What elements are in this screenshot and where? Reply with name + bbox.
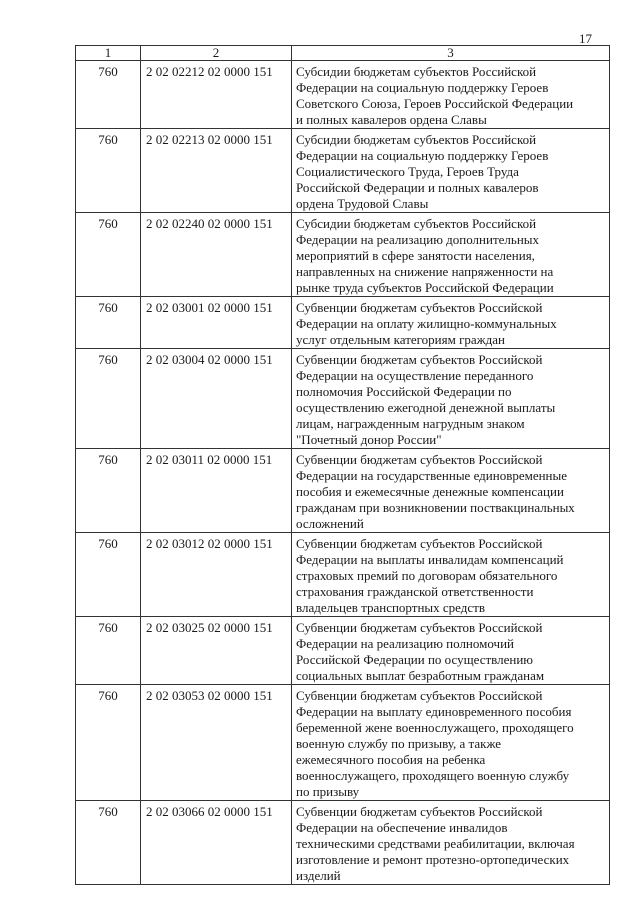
table-header-row — [76, 46, 610, 61]
income-code-cell: 2 02 03012 02 0000 151 — [146, 536, 273, 551]
table-row — [76, 213, 610, 297]
description-cell: Субсидии бюджетам субъектов Российской Федерации на реализацию дополнительных мероприятий в сфере занятости населения, направленных на снижение напряженности на рынке труда субъектов Российской Федерации — [296, 216, 554, 295]
admin-code-cell: 760 — [98, 216, 118, 231]
description-cell: Субвенции бюджетам субъектов Российской Федерации на реализацию полномочий Российской Федерации по осуществлению социальных выплат безработным гражданам — [296, 620, 545, 683]
admin-code-cell: 760 — [98, 804, 118, 819]
description-cell: Субвенции бюджетам субъектов Российской Федерации на оплату жилищно-коммунальных услуг отдельным категориям граждан — [296, 300, 557, 347]
admin-code-cell: 760 — [98, 352, 118, 367]
description-cell: Субсидии бюджетам субъектов Российской Федерации на социальную поддержку Героев Советского Союза, Героев Российской Федерации и полных кавалеров ордена Славы — [296, 64, 574, 127]
description-cell: Субвенции бюджетам субъектов Российской Федерации на выплаты инвалидам компенсаций страховых премий по договорам обязательного страхования гражданской ответственности владельцев транспортных средств — [296, 536, 564, 615]
table-row — [76, 61, 610, 129]
table-row — [76, 129, 610, 213]
income-code-cell: 2 02 03053 02 0000 151 — [146, 688, 273, 703]
description-cell: Субвенции бюджетам субъектов Российской Федерации на выплату единовременного пособия беременной жене военнослужащего, проходящего военную службу по призыву, а также ежемесячного пособия на ребенка военнослужащего, проходящего военную службу по призыву — [296, 688, 574, 799]
header-col-1: 1 — [76, 46, 141, 61]
income-code-cell: 2 02 03066 02 0000 151 — [146, 804, 273, 819]
income-code-cell: 2 02 03025 02 0000 151 — [146, 620, 273, 635]
admin-code-cell: 760 — [98, 536, 118, 551]
budget-code-table — [75, 45, 610, 885]
income-code-cell: 2 02 03001 02 0000 151 — [146, 300, 273, 315]
table-row — [76, 349, 610, 449]
header-col-3: 3 — [292, 46, 610, 61]
income-code-cell: 2 02 02213 02 0000 151 — [146, 132, 273, 147]
admin-code-cell: 760 — [98, 620, 118, 635]
table-row — [76, 617, 610, 685]
description-cell: Субвенции бюджетам субъектов Российской Федерации на государственные единовременные пособия и ежемесячные денежные компенсации гражданам при возникновении поствакцинальных осложнений — [296, 452, 575, 531]
admin-code-cell: 760 — [98, 688, 118, 703]
income-code-cell: 2 02 02240 02 0000 151 — [146, 216, 273, 231]
table-row — [76, 449, 610, 533]
table-row — [76, 685, 610, 801]
table-row — [76, 533, 610, 617]
admin-code-cell: 760 — [98, 132, 118, 147]
income-code-cell: 2 02 02212 02 0000 151 — [146, 64, 273, 79]
admin-code-cell: 760 — [98, 64, 118, 79]
description-cell: Субвенции бюджетам субъектов Российской Федерации на осуществление переданного полномочия Российской Федерации по осуществлению ежегодной денежной выплаты лицам, награжденным нагрудным знаком "Почетный донор России" — [296, 352, 556, 447]
admin-code-cell: 760 — [98, 300, 118, 315]
table-row — [76, 297, 610, 349]
income-code-cell: 2 02 03011 02 0000 151 — [146, 452, 273, 467]
income-code-cell: 2 02 03004 02 0000 151 — [146, 352, 273, 367]
description-cell: Субсидии бюджетам субъектов Российской Федерации на социальную поддержку Героев Социалистического Труда, Героев Труда Российской Федерации и полных кавалеров ордена Трудовой Славы — [296, 132, 549, 211]
description-cell: Субвенции бюджетам субъектов Российской Федерации на обеспечение инвалидов техническими средствами реабилитации, включая изготовление и ремонт протезно-ортопедических изделий — [296, 804, 575, 883]
admin-code-cell: 760 — [98, 452, 118, 467]
header-col-2: 2 — [141, 46, 292, 61]
page-number: 17 — [579, 31, 592, 46]
table-row — [76, 801, 610, 885]
